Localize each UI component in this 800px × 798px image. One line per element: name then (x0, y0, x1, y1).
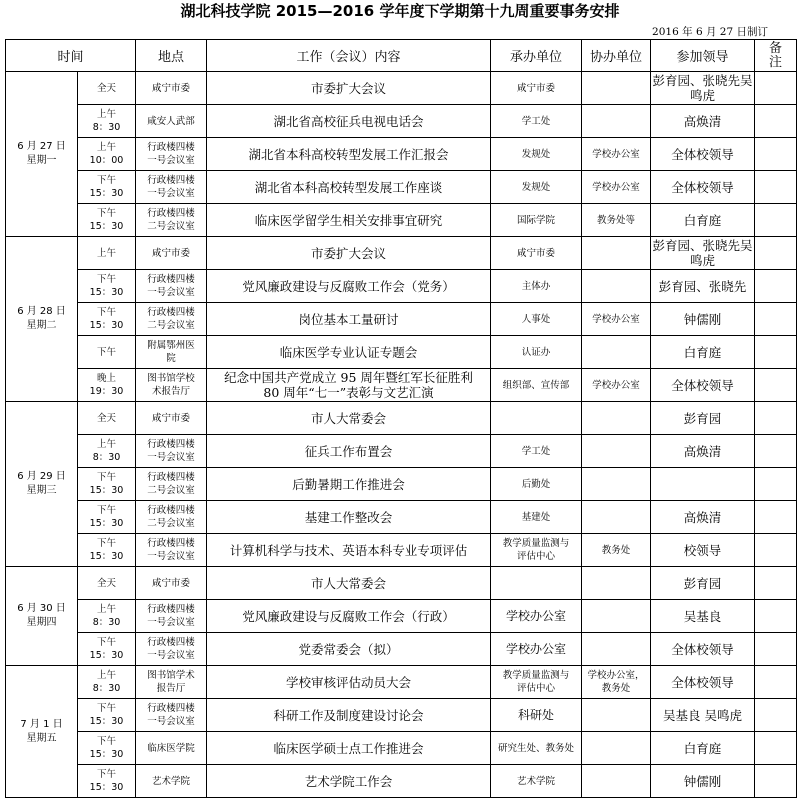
table-row (6, 600, 797, 633)
header-cooperator: 协办单位 (582, 40, 651, 72)
remark-cell (755, 369, 797, 402)
organizer-cell: 发规处 (491, 138, 582, 171)
leaders-cell: 钟儒刚 (651, 765, 755, 798)
organizer-cell: 教学质量监测与 评估中心 (491, 666, 582, 699)
table-row (6, 402, 797, 435)
organizer-cell: 基建处 (491, 501, 582, 534)
table-row (6, 567, 797, 600)
remark-cell (755, 402, 797, 435)
remark-cell (755, 270, 797, 303)
cooperator-cell (582, 567, 651, 600)
header-remark (755, 40, 797, 72)
organizer-cell: 人事处 (491, 303, 582, 336)
place-cell: 行政楼四楼 二号会议室 (136, 501, 207, 534)
remark-cell (755, 732, 797, 765)
time-cell: 下午 15：30 (78, 633, 136, 666)
time-cell: 上午 (78, 237, 136, 270)
time-cell: 上午 8：30 (78, 105, 136, 138)
place-cell: 咸宁市委 (136, 567, 207, 600)
cooperator-cell (582, 336, 651, 369)
table-row (6, 699, 797, 732)
place-cell: 行政楼四楼 一号会议室 (136, 270, 207, 303)
day-cell (6, 666, 78, 798)
place-cell: 行政楼四楼 二号会议室 (136, 204, 207, 237)
place-cell: 临床医学院 (136, 732, 207, 765)
time-cell: 全天 (78, 402, 136, 435)
time-cell: 上午 10：00 (78, 138, 136, 171)
leaders-cell: 白育庭 (651, 732, 755, 765)
table-row (6, 633, 797, 666)
leaders-cell: 钟儒刚 (651, 303, 755, 336)
day-weekday: 星期二 (26, 320, 57, 331)
cooperator-cell (582, 105, 651, 138)
remark-cell (755, 600, 797, 633)
leaders-cell: 彭育园 (651, 567, 755, 600)
organizer-cell: 学工处 (491, 105, 582, 138)
place-cell: 行政楼四楼 二号会议室 (136, 468, 207, 501)
leaders-cell: 全体校领导 (651, 633, 755, 666)
content-cell: 后勤暑期工作推进会 (207, 468, 491, 501)
day-date: 6 月 28 日 (17, 306, 66, 317)
cooperator-cell (582, 732, 651, 765)
remark-cell (755, 699, 797, 732)
table-row (6, 336, 797, 369)
time-cell: 上午 8：30 (78, 435, 136, 468)
content-cell: 临床医学硕士点工作推进会 (207, 732, 491, 765)
schedule-table (5, 39, 797, 798)
leaders-cell: 吴基良 吴鸣虎 (651, 699, 755, 732)
leaders-cell: 全体校领导 (651, 666, 755, 699)
day-cell (6, 237, 78, 402)
time-cell: 下午 15：30 (78, 303, 136, 336)
time-cell: 上午 8：30 (78, 600, 136, 633)
remark-cell (755, 534, 797, 567)
day-cell (6, 72, 78, 237)
time-cell: 下午 (78, 336, 136, 369)
day-weekday: 星期三 (26, 485, 57, 496)
place-cell: 行政楼四楼 一号会议室 (136, 171, 207, 204)
day-date: 6 月 30 日 (17, 603, 66, 614)
content-cell: 纪念中国共产党成立 95 周年暨红军长征胜利 80 周年“七一”表彰与文艺汇演 (207, 369, 491, 402)
remark-cell (755, 435, 797, 468)
table-row (6, 303, 797, 336)
organizer-cell: 后勤处 (491, 468, 582, 501)
place-cell: 咸宁市委 (136, 72, 207, 105)
cooperator-cell: 学校办公室 (582, 369, 651, 402)
cooperator-cell (582, 72, 651, 105)
organizer-cell: 研究生处、教务处 (491, 732, 582, 765)
day-weekday: 星期五 (26, 732, 57, 744)
organizer-cell: 认证办 (491, 336, 582, 369)
time-cell: 全天 (78, 72, 136, 105)
cooperator-cell (582, 699, 651, 732)
cooperator-cell (582, 765, 651, 798)
table-row (6, 501, 797, 534)
header-organizer: 承办单位 (491, 40, 582, 72)
header-content: 工作（会议）内容 (207, 40, 491, 72)
organizer-cell: 咸宁市委 (491, 237, 582, 270)
content-cell: 党风廉政建设与反腐败工作会（行政） (207, 600, 491, 633)
remark-cell (755, 666, 797, 699)
leaders-cell: 全体校领导 (651, 369, 755, 402)
place-cell: 行政楼四楼 一号会议室 (136, 699, 207, 732)
place-cell: 行政楼四楼 一号会议室 (136, 600, 207, 633)
header-leaders: 参加领导 (651, 40, 755, 72)
content-cell: 湖北省本科高校转型发展工作汇报会 (207, 138, 491, 171)
remark-cell (755, 204, 797, 237)
content-cell: 临床医学留学生相关安排事宜研究 (207, 204, 491, 237)
organizer-cell: 国际学院 (491, 204, 582, 237)
header-place: 地点 (136, 40, 207, 72)
leaders-cell: 彭育园 (651, 402, 755, 435)
time-cell: 下午 15：30 (78, 765, 136, 798)
day-date: 7 月 1 日 (20, 718, 63, 730)
table-row (6, 534, 797, 567)
time-cell: 晚上 19：30 (78, 369, 136, 402)
content-cell: 市人大常委会 (207, 402, 491, 435)
organizer-cell (491, 402, 582, 435)
leaders-cell (651, 468, 755, 501)
time-cell: 下午 15：30 (78, 270, 136, 303)
time-cell: 下午 15：30 (78, 204, 136, 237)
remark-cell (755, 567, 797, 600)
remark-cell (755, 72, 797, 105)
place-cell: 行政楼四楼 一号会议室 (136, 633, 207, 666)
content-cell: 基建工作整改会 (207, 501, 491, 534)
place-cell: 艺术学院 (136, 765, 207, 798)
remark-cell (755, 171, 797, 204)
leaders-cell: 彭育园、张晓先吴鸣虎 (652, 238, 753, 268)
remark-cell (755, 237, 797, 270)
content-cell: 湖北省高校征兵电视电话会 (207, 105, 491, 138)
remark-cell (755, 336, 797, 369)
cooperator-cell: 学校办公室 (582, 303, 651, 336)
time-cell: 上午 8：30 (78, 666, 136, 699)
organizer-cell: 学工处 (491, 435, 582, 468)
leaders-cell: 全体校领导 (651, 171, 755, 204)
time-cell: 下午 15：30 (78, 534, 136, 567)
organizer-cell: 教学质量监测与 评估中心 (491, 534, 582, 567)
place-cell: 咸宁市委 (136, 402, 207, 435)
place-cell: 附属鄂州医 院 (136, 336, 207, 369)
remark-cell (755, 303, 797, 336)
day-date: 6 月 29 日 (17, 471, 66, 482)
schedule-body (6, 72, 797, 798)
time-cell: 下午 15：30 (78, 501, 136, 534)
remark-cell (755, 138, 797, 171)
place-cell: 行政楼四楼 二号会议室 (136, 303, 207, 336)
day-cell (6, 402, 78, 567)
header-remark-label: 备 注 (769, 40, 783, 70)
content-cell: 科研工作及制度建设讨论会 (207, 699, 491, 732)
remark-cell (755, 105, 797, 138)
header-row (6, 40, 797, 72)
table-row (6, 765, 797, 798)
table-row (6, 468, 797, 501)
content-cell: 市人大常委会 (207, 567, 491, 600)
cooperator-cell (582, 435, 651, 468)
day-cell (6, 567, 78, 666)
place-cell: 行政楼四楼 一号会议室 (136, 435, 207, 468)
time-cell: 下午 15：30 (78, 732, 136, 765)
leaders-cell: 高焕清 (651, 105, 755, 138)
remark-cell (755, 468, 797, 501)
content-cell: 党风廉政建设与反腐败工作会（党务） (207, 270, 491, 303)
content-cell: 湖北省本科高校转型发展工作座谈 (207, 171, 491, 204)
time-cell: 下午 15：30 (78, 171, 136, 204)
organizer-cell: 科研处 (491, 699, 582, 732)
cooperator-cell (582, 633, 651, 666)
content-cell: 市委扩大会议 (207, 237, 491, 270)
table-row (6, 105, 797, 138)
cooperator-cell (582, 270, 651, 303)
organizer-cell: 发规处 (491, 171, 582, 204)
cooperator-cell (582, 501, 651, 534)
time-cell: 全天 (78, 567, 136, 600)
leaders-cell: 高焕清 (651, 435, 755, 468)
leaders-cell: 白育庭 (651, 204, 755, 237)
content-cell: 学校审核评估动员大会 (207, 666, 491, 699)
leaders-cell: 白育庭 (651, 336, 755, 369)
cooperator-cell (582, 468, 651, 501)
place-cell: 行政楼四楼 一号会议室 (136, 534, 207, 567)
table-row (6, 666, 797, 699)
place-cell: 图书馆学术 报告厅 (136, 666, 207, 699)
leaders-cell: 校领导 (651, 534, 755, 567)
leaders-cell: 吴基良 (651, 600, 755, 633)
organizer-cell: 学校办公室 (491, 633, 582, 666)
table-row (6, 204, 797, 237)
made-date: 2016 年 6 月 27 日制订 (652, 26, 768, 38)
cooperator-cell: 教务处等 (582, 204, 651, 237)
content-cell: 临床医学专业认证专题会 (207, 336, 491, 369)
organizer-cell: 主体办 (491, 270, 582, 303)
table-row (6, 138, 797, 171)
cooperator-cell: 学校办公室 (582, 171, 651, 204)
content-cell: 市委扩大会议 (207, 72, 491, 105)
place-cell: 咸宁市委 (136, 237, 207, 270)
cooperator-cell (582, 237, 651, 270)
content-cell: 艺术学院工作会 (207, 765, 491, 798)
remark-cell (755, 633, 797, 666)
place-cell: 行政楼四楼 一号会议室 (136, 138, 207, 171)
cooperator-cell: 教务处 (582, 534, 651, 567)
organizer-cell: 艺术学院 (491, 765, 582, 798)
organizer-cell: 学校办公室 (491, 600, 582, 633)
organizer-cell: 组织部、宣传部 (491, 369, 582, 402)
time-cell: 下午 15：30 (78, 699, 136, 732)
leaders-cell: 彭育园、张晓先 (651, 270, 755, 303)
table-row (6, 435, 797, 468)
organizer-cell (491, 567, 582, 600)
document-title: 湖北科技学院 2015—2016 学年度下学期第十九周重要事务安排 (180, 2, 620, 20)
header-time: 时间 (6, 40, 136, 72)
time-cell: 下午 15：30 (78, 468, 136, 501)
place-cell: 咸安人武部 (136, 105, 207, 138)
table-row (6, 369, 797, 402)
remark-cell (755, 765, 797, 798)
cooperator-cell (582, 402, 651, 435)
place-cell: 图书馆学校 术报告厅 (136, 369, 207, 402)
table-row (6, 171, 797, 204)
cooperator-cell: 学校办公室， 教务处 (582, 666, 651, 699)
cooperator-cell: 学校办公室 (582, 138, 651, 171)
content-cell: 岗位基本工量研讨 (207, 303, 491, 336)
table-row (6, 270, 797, 303)
day-weekday: 星期一 (26, 155, 57, 166)
table-row (6, 237, 797, 270)
day-date: 6 月 27 日 (17, 141, 66, 152)
organizer-cell: 咸宁市委 (491, 72, 582, 105)
cooperator-cell (582, 600, 651, 633)
leaders-cell: 高焕清 (651, 501, 755, 534)
table-row (6, 732, 797, 765)
day-weekday: 星期四 (26, 617, 57, 628)
content-cell: 党委常委会（拟） (207, 633, 491, 666)
table-row (6, 72, 797, 105)
leaders-cell: 彭育园、张晓先吴鸣虎 (652, 73, 753, 103)
leaders-cell: 全体校领导 (651, 138, 755, 171)
content-cell: 征兵工作布置会 (207, 435, 491, 468)
remark-cell (755, 501, 797, 534)
content-cell: 计算机科学与技术、英语本科专业专项评估 (207, 534, 491, 567)
